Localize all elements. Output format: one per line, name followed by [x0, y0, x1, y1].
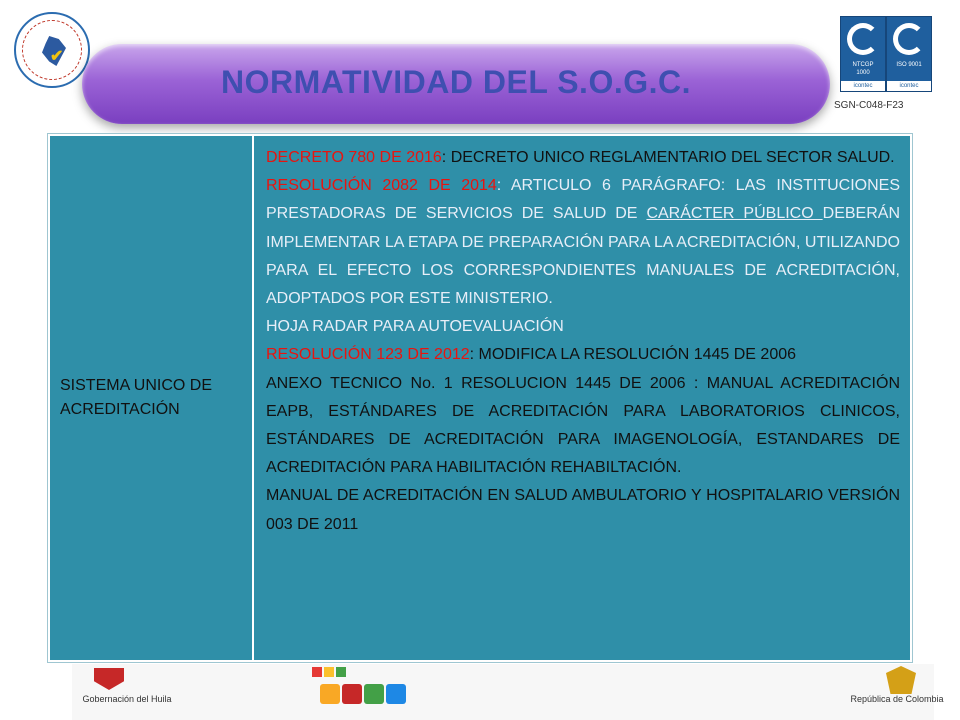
cert-line1: ISO 9001 — [896, 62, 922, 68]
cert-footer: icontec — [841, 81, 885, 91]
regulation-text: MANUAL DE ACREDITACIÓN EN SALUD AMBULATORIO Y HOSPITALARIO VERSIÓN 003 DE 2011 — [266, 487, 900, 533]
regulation-text: ANEXO TECNICO No. 1 RESOLUCION 1445 DE 2006 : MANUAL ACREDITACIÓN EAPB, ESTÁNDARES DE ACREDITACIÓN PARA LABORATORIOS CLINICOS, ESTÁNDARES DE ACREDITACIÓN PARA IMAGENOLOGÍA, ESTANDARES DE ACREDITACIÓN PARA HABILITACIÓN REHABILTACIÓN. — [266, 374, 900, 477]
regulation-entry — [266, 370, 900, 483]
regulation-entry — [266, 482, 900, 538]
huila-coat-of-arms-icon — [94, 668, 124, 690]
cert-line2: 1000 — [856, 70, 870, 76]
page-title: NORMATIVIDAD DEL S.O.G.C. — [221, 64, 691, 100]
home-icon — [386, 684, 406, 704]
footer-logos — [72, 664, 944, 720]
regulation-text: : DECRETO UNICO REGLAMENTARIO DEL SECTOR SALUD. — [441, 149, 895, 166]
quality-seal-logo — [14, 12, 90, 88]
regulation-reference: RESOLUCIÓN 123 DE 2012 — [266, 346, 470, 364]
category-cell — [50, 136, 254, 660]
regulation-entry — [266, 172, 900, 313]
colombia-coat-of-arms-icon — [886, 666, 916, 694]
regulation-text: : ARTICULO 6 PARÁGRAFO: LAS INSTITUCIONES PRESTADORAS DE SERVICIOS DE SALUD DE — [266, 177, 900, 223]
regulation-text-underlined: CARÁCTER PÚBLICO — [646, 205, 823, 223]
category-label: SISTEMA UNICO DE ACREDITACIÓN — [60, 377, 213, 418]
regulation-reference: RESOLUCIÓN 2082 DE 2014 — [266, 177, 497, 195]
regulation-reference: DECRETO 780 DE 2016 — [266, 149, 442, 166]
regulation-table — [48, 134, 912, 662]
title-banner — [82, 44, 830, 124]
heart-icon — [342, 684, 362, 704]
regulation-text: DEBERÁN IMPLEMENTAR LA ETAPA DE PREPARACIÓN PARA LA ACREDITACIÓN, UTILIZANDO PARA EL EFECTO LOS CORRESPONDIENTES MANUALES DE ACREDITACIÓN, ADOPTADOS POR ESTE MINISTERIO. — [266, 205, 900, 308]
activity-icon — [364, 684, 384, 704]
regulation-text: HOJA RADAR PARA AUTOEVALUACIÓN — [266, 318, 564, 336]
ntcgp-cert-logo — [840, 16, 886, 92]
footer-right-text: República de Colombia — [850, 694, 944, 704]
regulation-text: : MODIFICA LA RESOLUCIÓN 1445 DE 2006 — [469, 346, 797, 364]
cert-footer: icontec — [887, 81, 931, 91]
education-icons — [320, 684, 406, 704]
check-icon: ✔ — [50, 48, 64, 65]
education-logo — [312, 664, 358, 676]
icontec-mark-icon — [893, 23, 925, 55]
iso-cert-logo — [886, 16, 932, 92]
regulation-entry — [266, 144, 900, 172]
regulations-cell — [254, 136, 910, 660]
cert-line1: NTCGP — [852, 62, 874, 68]
document-code: SGN-C048-F23 — [834, 100, 904, 111]
regulation-entry — [266, 341, 900, 369]
children-icon — [320, 684, 340, 704]
icontec-mark-icon — [847, 23, 879, 55]
footer-left-text: Gobernación del Huila — [82, 694, 172, 704]
regulation-entry — [266, 313, 900, 341]
